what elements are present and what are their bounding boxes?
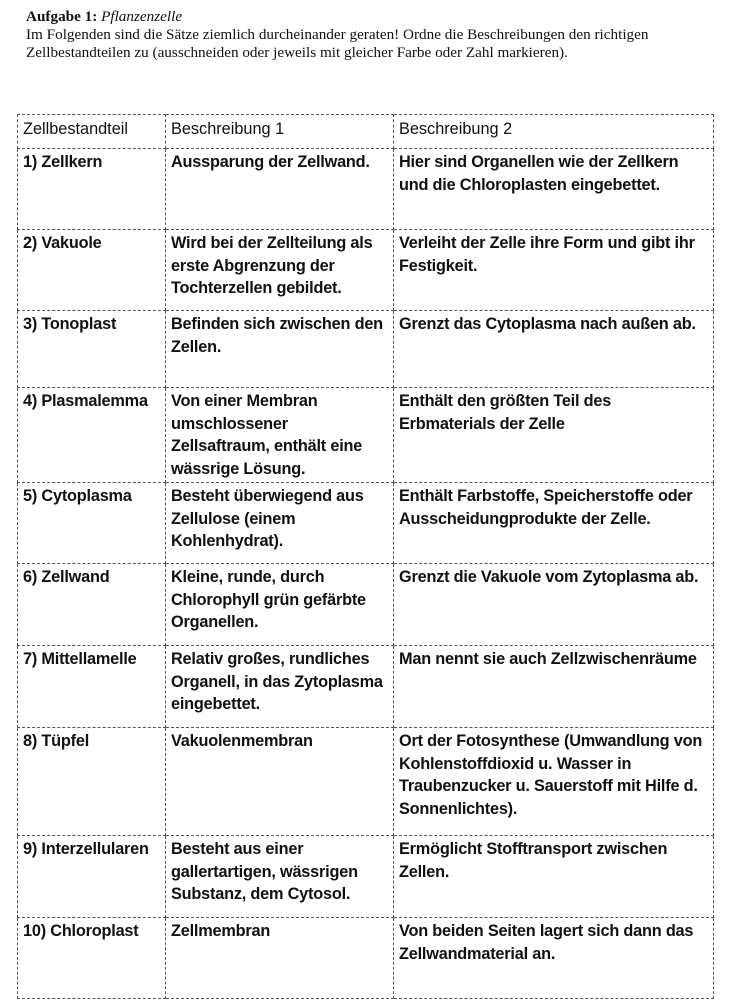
table-header-row [18, 115, 714, 149]
table-row [18, 728, 714, 836]
part-cell: 2) Vakuole [18, 230, 166, 311]
description-2-cell: Grenzt das Cytoplasma nach außen ab. [394, 311, 714, 388]
description-2-cell: Von beiden Seiten lagert sich dann das Zellwandmaterial an. [394, 918, 714, 999]
task-label: Aufgabe 1: [26, 8, 98, 25]
table-row [18, 646, 714, 728]
part-cell: 9) Interzellularen [18, 836, 166, 918]
description-2-cell: Enthält den größten Teil des Erbmaterials der Zelle [394, 388, 714, 483]
part-cell: 3) Tonoplast [18, 311, 166, 388]
part-cell: 1) Zellkern [18, 149, 166, 230]
part-cell: 5) Cytoplasma [18, 483, 166, 564]
part-cell: 4) Plasmalemma [18, 388, 166, 483]
table-row [18, 388, 714, 483]
header-cell-desc2: Beschreibung 2 [394, 115, 714, 149]
task-heading [26, 8, 726, 26]
description-1-cell: Relativ großes, rundliches Organell, in das Zytoplasma eingebettet. [166, 646, 394, 728]
task-instruction: Im Folgenden sind die Sätze ziemlich durcheinander geraten! Ordne die Beschreibungen den richtigen Zellbestandteilen zu (ausschneiden oder jeweils mit gleicher Farbe oder Zahl markieren). [26, 26, 649, 61]
description-1-cell: Vakuolenmembran [166, 728, 394, 836]
task-intro [26, 8, 726, 62]
description-1-cell: Wird bei der Zellteilung als erste Abgrenzung der Tochterzellen gebildet. [166, 230, 394, 311]
header-cell-desc1: Beschreibung 1 [166, 115, 394, 149]
description-1-cell: Kleine, runde, durch Chlorophyll grün gefärbte Organellen. [166, 564, 394, 646]
part-cell: 8) Tüpfel [18, 728, 166, 836]
description-1-cell: Aussparung der Zellwand. [166, 149, 394, 230]
part-cell: 10) Chloroplast [18, 918, 166, 999]
description-2-cell: Hier sind Organellen wie der Zellkern und die Chloroplasten eingebettet. [394, 149, 714, 230]
description-2-cell: Grenzt die Vakuole vom Zytoplasma ab. [394, 564, 714, 646]
table-row [18, 836, 714, 918]
part-cell: 7) Mittellamelle [18, 646, 166, 728]
table-row [18, 483, 714, 564]
description-1-cell: Besteht überwiegend aus Zellulose (einem Kohlenhydrat). [166, 483, 394, 564]
table-row [18, 230, 714, 311]
table-row [18, 564, 714, 646]
description-2-cell: Enthält Farbstoffe, Speicherstoffe oder Ausscheidungprodukte der Zelle. [394, 483, 714, 564]
description-1-cell: Besteht aus einer gallertartigen, wässrigen Substanz, dem Cytosol. [166, 836, 394, 918]
description-1-cell: Befinden sich zwischen den Zellen. [166, 311, 394, 388]
header-cell-part: Zellbestandteil [18, 115, 166, 149]
description-2-cell: Man nennt sie auch Zellzwischenräume [394, 646, 714, 728]
description-2-cell: Ermöglicht Stofftransport zwischen Zellen. [394, 836, 714, 918]
description-1-cell: Von einer Membran umschlossener Zellsaftraum, enthält eine wässrige Lösung. [166, 388, 394, 483]
description-1-cell: Zellmembran [166, 918, 394, 999]
description-2-cell: Ort der Fotosynthese (Umwandlung von Kohlenstoffdioxid u. Wasser in Traubenzucker u. Sauerstoff mit Hilfe d. Sonnenlichtes). [394, 728, 714, 836]
table-row [18, 149, 714, 230]
part-cell: 6) Zellwand [18, 564, 166, 646]
description-2-cell: Verleiht der Zelle ihre Form und gibt ihr Festigkeit. [394, 230, 714, 311]
cell-parts-table [17, 114, 714, 999]
task-subtitle: Pflanzenzelle [101, 8, 183, 25]
table-row [18, 918, 714, 999]
table-row [18, 311, 714, 388]
